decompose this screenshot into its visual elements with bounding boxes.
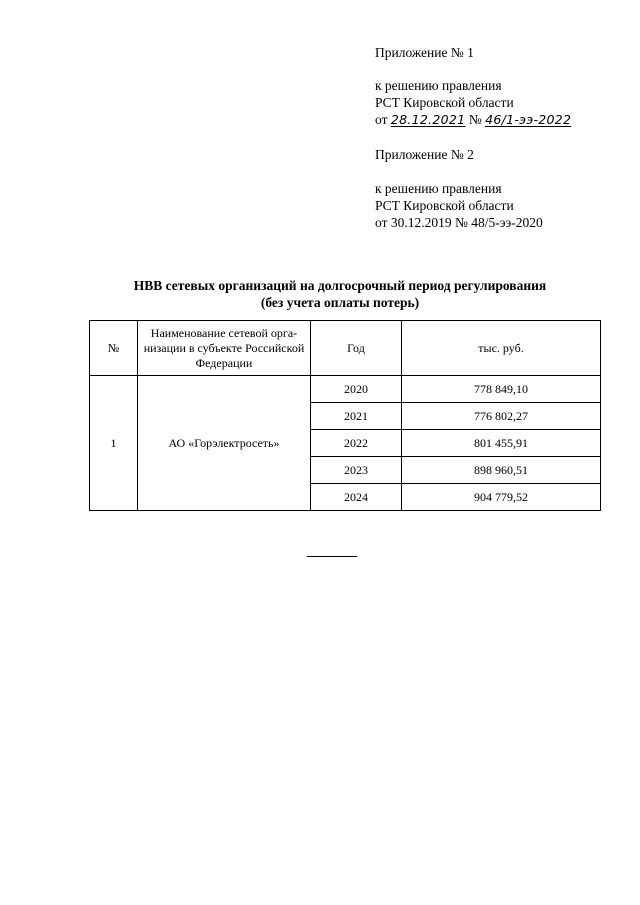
signoff-divider [307, 556, 357, 557]
row-num: 1 [90, 376, 138, 511]
header-value: тыс. руб. [402, 321, 601, 376]
appendix2-title [375, 146, 474, 163]
document-title-line2: (без учета оплаты потерь) [260, 295, 420, 310]
appendix1-date-line [375, 111, 571, 128]
row-year: 2021 [311, 403, 402, 430]
table-header-row [90, 321, 601, 376]
row-value: 776 802,27 [402, 403, 601, 430]
row-year: 2022 [311, 430, 402, 457]
appendix1-date-handwritten: 28.12.2021 [390, 112, 466, 127]
appendix1-line2: РСТ Кировской области [375, 95, 514, 110]
appendix2-line3: от 30.12.2019 № 48/5-ээ-2020 [375, 215, 543, 230]
row-year: 2020 [311, 376, 402, 403]
appendix1-date-prefix: от [375, 112, 388, 127]
appendix1-title [375, 44, 474, 61]
appendix1-number-sign: № [468, 112, 482, 127]
appendix1-title-text: Приложение № 1 [375, 45, 474, 60]
table-row [90, 376, 601, 403]
document-title [90, 277, 590, 311]
appendix1-number-handwritten: 46/1-ээ-2022 [485, 112, 572, 127]
appendix1-line1: к решению правления [375, 78, 502, 93]
row-year: 2023 [311, 457, 402, 484]
header-num: № [90, 321, 138, 376]
row-value: 898 960,51 [402, 457, 601, 484]
nvv-table [89, 320, 601, 511]
row-value: 778 849,10 [402, 376, 601, 403]
appendix1-decision [375, 77, 571, 128]
row-value: 904 779,52 [402, 484, 601, 511]
row-year: 2024 [311, 484, 402, 511]
document-title-line1: НВВ сетевых организаций на долгосрочный период регулирования [133, 278, 547, 293]
appendix2-line1: к решению правления [375, 181, 502, 196]
row-value: 801 455,91 [402, 430, 601, 457]
row-org-name: АО «Горэлектросеть» [138, 376, 311, 511]
appendix2-line2: РСТ Кировской области [375, 198, 514, 213]
header-year: Год [311, 321, 402, 376]
appendix2-decision [375, 180, 543, 231]
header-name: Наименование сетевой орга-низации в субъекте Российской Федерации [138, 321, 311, 376]
appendix2-title-text: Приложение № 2 [375, 147, 474, 162]
